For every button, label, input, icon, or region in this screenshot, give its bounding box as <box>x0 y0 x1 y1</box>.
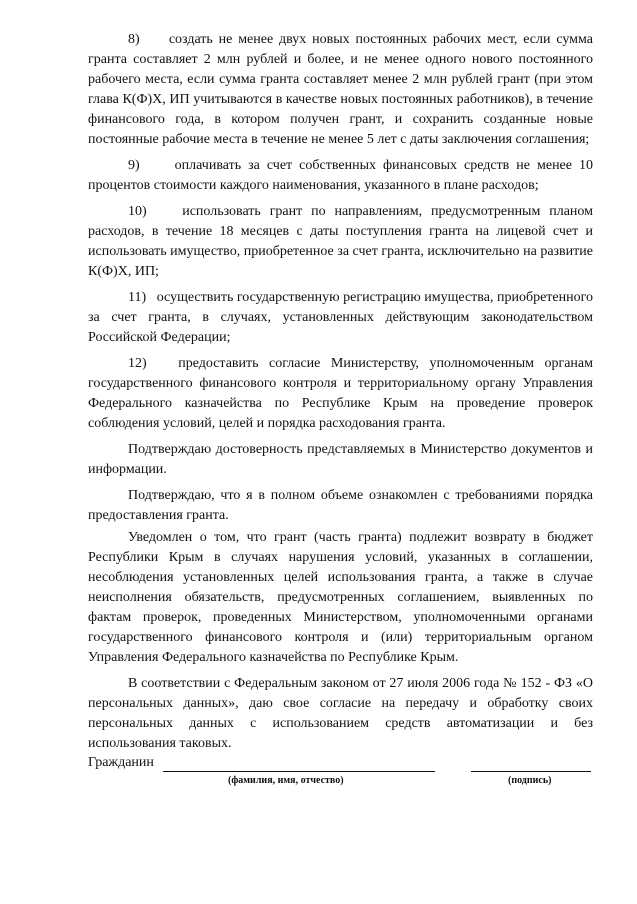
paragraph-notice-refund: Уведомлен о том, что грант (часть гранта) подлежит возврату в бюджет Республики Крым в случаях нарушения условий, указанных в соглашении, несоблюдения установленных целей использования гранта, а также в случае неисполнения обязательств, предусмотренных соглашением, выявленных по фактам проверок, проведенных Министерством, уполномоченными органами государственного финансового контроля и (или) территориальным органом Управления Федерального казначейства по Республике Крым. <box>88 530 593 665</box>
paragraph-item-9: 9) оплачивать за счет собственных финансовых средств не менее 10 процентов стоимости каждого наименования, указанного в плане расходов; <box>88 158 593 193</box>
paragraph-confirm-familiarized: Подтверждаю, что я в полном объеме ознакомлен с требованиями порядка предоставления гранта. <box>88 488 593 523</box>
name-line <box>163 771 435 772</box>
paragraph-item-10: 10) использовать грант по направлениям, предусмотренным планом расходов, в течение 18 месяцев с даты поступления гранта на лицевой счет и использовать имущество, приобретенное за счет гранта, исключительно на развитие К(Ф)Х, ИП; <box>88 204 593 279</box>
signature-line <box>471 771 591 772</box>
paragraph-confirm-documents: Подтверждаю достоверность представляемых в Министерство документов и информации. <box>88 442 593 477</box>
signature-label: Гражданин <box>88 755 154 770</box>
name-caption: (фамилия, имя, отчество) <box>228 775 344 786</box>
paragraph-item-12: 12) предоставить согласие Министерству, уполномоченным органам государственного финансового контроля и территориальному органу Управления Федерального казначейства по Республике Крым на проведение проверок соблюдения условий, целей и порядка расходования гранта. <box>88 356 593 431</box>
signature-caption: (подпись) <box>508 775 552 786</box>
paragraph-item-8: 8) создать не менее двух новых постоянных рабочих мест, если сумма гранта составляет 2 млн рублей и более, и не менее одного нового постоянного рабочего места, если сумма гранта составляет менее 2 млн рублей грант (при этом глава К(Ф)Х, ИП учитываются в качестве новых постоянных работников), в течение финансового года, в котором получен грант, и сохранить созданные новые постоянные рабочие места в течение не менее 5 лет с даты заключения соглашения; <box>88 32 593 147</box>
document-body <box>88 30 593 760</box>
paragraph-item-11: 11) осуществить государственную регистрацию имущества, приобретенного за счет гранта, в случаях, установленных действующим законодательством Российской Федерации; <box>88 290 593 345</box>
signature-block <box>88 755 598 815</box>
paragraph-personal-data-consent: В соответствии с Федеральным законом от 27 июля 2006 года № 152 - ФЗ «О персональных данных», даю свое согласие на передачу и обработку своих персональных данных с использованием средств автоматизации и без использования таковых. <box>88 676 593 751</box>
